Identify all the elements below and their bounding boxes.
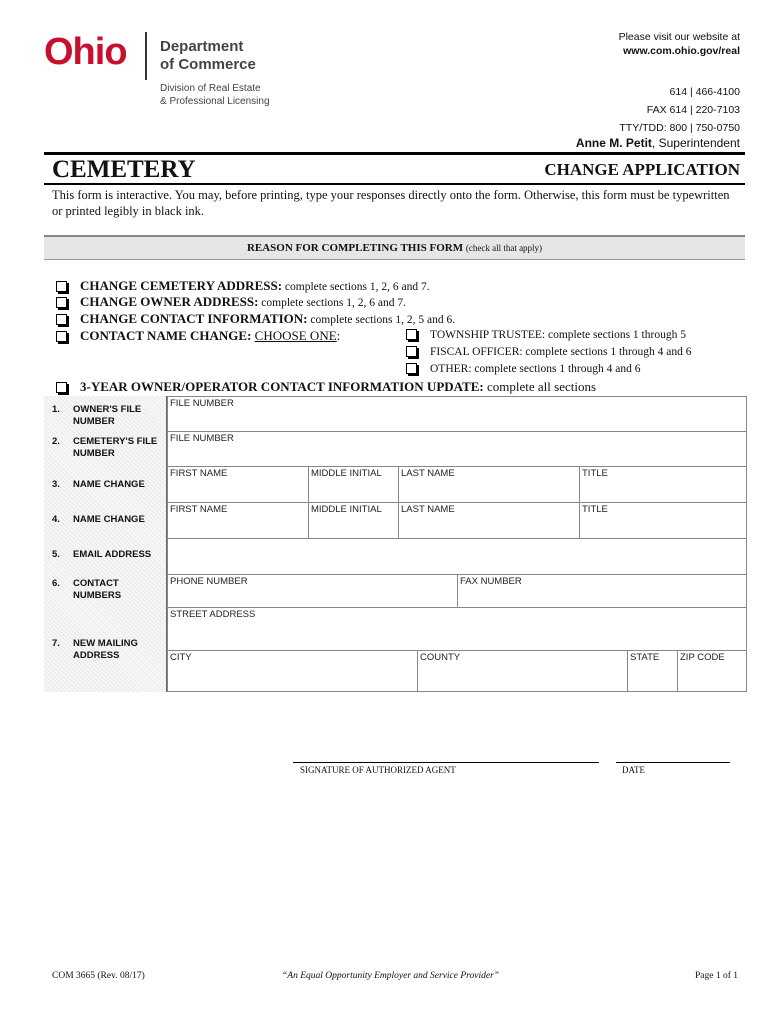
cemetery-file-number-field[interactable]: [167, 431, 747, 467]
checkbox[interactable]: [56, 281, 67, 292]
option-contact-name-change[interactable]: [56, 327, 340, 344]
section-number: 3.: [52, 479, 60, 490]
form-id: COM 3665 (Rev. 08/17): [52, 971, 145, 981]
department-line2: of Commerce: [160, 56, 256, 73]
fax-number-field[interactable]: [457, 574, 747, 608]
field-label: TITLE: [582, 504, 608, 515]
field-label: FILE NUMBER: [170, 398, 234, 409]
reason-note: (check all that apply): [465, 243, 543, 253]
option-label: CHANGE CEMETERY ADDRESS:: [80, 278, 283, 293]
field-label: PHONE NUMBER: [170, 576, 248, 587]
division-name: [160, 82, 270, 108]
superintendent: [576, 136, 740, 150]
checkbox[interactable]: [406, 346, 417, 357]
field-label: FIRST NAME: [170, 504, 228, 515]
city-field[interactable]: [167, 650, 418, 692]
name1-middle-initial-field[interactable]: [308, 466, 399, 503]
name1-first-name-field[interactable]: [167, 466, 309, 503]
state-field[interactable]: [627, 650, 678, 692]
field-label: STREET ADDRESS: [170, 609, 256, 620]
field-label: COUNTY: [420, 652, 461, 663]
sub-option-township-trustee[interactable]: [406, 327, 686, 344]
sub-option-label: OTHER: complete sections 1 through 4 and 6: [430, 363, 641, 375]
department-name: [160, 38, 256, 74]
section-title: NAME CHANGE: [73, 514, 145, 525]
option-instructions: complete sections 1, 2, 5 and 6.: [307, 314, 456, 326]
option-instructions: complete sections 1, 2, 6 and 7.: [258, 297, 406, 309]
sub-option-fiscal-officer[interactable]: [406, 344, 692, 361]
section-title: OWNER'S FILE NUMBER: [73, 404, 142, 427]
website-link[interactable]: www.com.ohio.gov/real: [623, 45, 740, 57]
intro-text: This form is interactive. You may, before printing, type your responses directly onto the form. Otherwise, this form must be typewritten or printed legibly in black ink.: [52, 188, 730, 218]
section-title: CEMETERY'S FILE NUMBER: [73, 436, 158, 459]
option-label: CHANGE OWNER ADDRESS:: [80, 294, 259, 309]
section-number: 1.: [52, 404, 60, 415]
fax-number: FAX 614 | 220-7103: [646, 104, 740, 116]
division-line2: & Professional Licensing: [160, 96, 270, 107]
name2-first-name-field[interactable]: [167, 502, 309, 539]
name2-last-name-field[interactable]: [398, 502, 580, 539]
checkbox[interactable]: [56, 297, 67, 308]
field-label: FILE NUMBER: [170, 433, 234, 444]
sub-option-label: FISCAL OFFICER: complete sections 1 through 4 and 6: [430, 346, 692, 358]
section-number: 7.: [52, 638, 60, 649]
section-number: 6.: [52, 578, 60, 589]
checkbox[interactable]: [406, 363, 417, 374]
field-label: ZIP CODE: [680, 652, 725, 663]
superintendent-name: Anne M. Petit: [575, 136, 652, 150]
tty-number: TTY/TDD: 800 | 750-0750: [619, 122, 740, 134]
date-label: DATE: [622, 765, 645, 775]
information-table: [44, 396, 747, 692]
website-prompt: Please visit our website at: [618, 31, 740, 43]
checkbox[interactable]: [56, 314, 67, 325]
phone-number: 614 | 466-4100: [669, 86, 740, 98]
option-label: CHANGE CONTACT INFORMATION:: [80, 311, 308, 326]
checkbox[interactable]: [56, 382, 67, 393]
field-label: CITY: [170, 652, 192, 663]
option-label: 3-YEAR OWNER/OPERATOR CONTACT INFORMATION UPDATE:: [80, 379, 484, 394]
choose-one-label: CHOOSE ONE: [254, 328, 337, 343]
footer-tagline: “An Equal Opportunity Employer and Service Provider”: [282, 971, 500, 981]
field-label: FAX NUMBER: [460, 576, 522, 587]
name2-title-field[interactable]: [579, 502, 747, 539]
section-title: NEW MAILING ADDRESS: [73, 638, 138, 661]
name1-title-field[interactable]: [579, 466, 747, 503]
form-title: CEMETERY: [52, 156, 196, 183]
section-number: 4.: [52, 514, 60, 525]
field-label: STATE: [630, 652, 660, 663]
name2-middle-initial-field[interactable]: [308, 502, 399, 539]
phone-number-field[interactable]: [167, 574, 458, 608]
sub-option-label: TOWNSHIP TRUSTEE: complete sections 1 through 5: [430, 329, 686, 341]
checkbox[interactable]: [56, 331, 67, 342]
option-instructions: complete all sections: [483, 379, 597, 394]
option-instructions: complete sections 1, 2, 6 and 7.: [282, 281, 430, 293]
owner-file-number-field[interactable]: [167, 396, 747, 432]
page-number: Page 1 of 1: [694, 971, 738, 981]
superintendent-title: , Superintendent: [651, 136, 740, 150]
field-label: LAST NAME: [401, 468, 455, 479]
sub-option-other[interactable]: [406, 361, 640, 378]
field-label: TITLE: [582, 468, 608, 479]
section-number: 5.: [52, 549, 60, 560]
section-title: CONTACT NUMBERS: [73, 578, 122, 601]
form-subtitle: CHANGE APPLICATION: [544, 160, 740, 179]
date-line[interactable]: [616, 762, 730, 763]
county-field[interactable]: [417, 650, 628, 692]
section-number: 2.: [52, 436, 60, 447]
section-title: EMAIL ADDRESS: [73, 549, 152, 560]
section-title: NAME CHANGE: [73, 479, 145, 490]
email-address-field[interactable]: [167, 538, 747, 575]
signature-label: SIGNATURE OF AUTHORIZED AGENT: [300, 765, 456, 775]
logo-divider: [145, 32, 147, 80]
title-rule: [44, 183, 745, 185]
signature-line[interactable]: [293, 762, 599, 763]
option-3-year-update[interactable]: [56, 378, 596, 395]
reason-heading-bar: [44, 235, 745, 260]
name1-last-name-field[interactable]: [398, 466, 580, 503]
street-address-field[interactable]: [167, 607, 747, 651]
checkbox[interactable]: [406, 329, 417, 340]
field-label: LAST NAME: [401, 504, 455, 515]
field-label: MIDDLE INITIAL: [311, 468, 382, 479]
division-line1: Division of Real Estate: [160, 83, 261, 94]
field-label: MIDDLE INITIAL: [311, 504, 382, 515]
header-rule: [44, 152, 745, 155]
choose-one-colon: :: [336, 328, 341, 343]
option-label: CONTACT NAME CHANGE:: [80, 328, 252, 343]
ohio-logo: Ohio: [44, 31, 127, 73]
department-line1: Department: [160, 38, 244, 55]
zip-code-field[interactable]: [677, 650, 747, 692]
field-label: FIRST NAME: [170, 468, 228, 479]
reason-heading: REASON FOR COMPLETING THIS FORM: [246, 242, 464, 254]
